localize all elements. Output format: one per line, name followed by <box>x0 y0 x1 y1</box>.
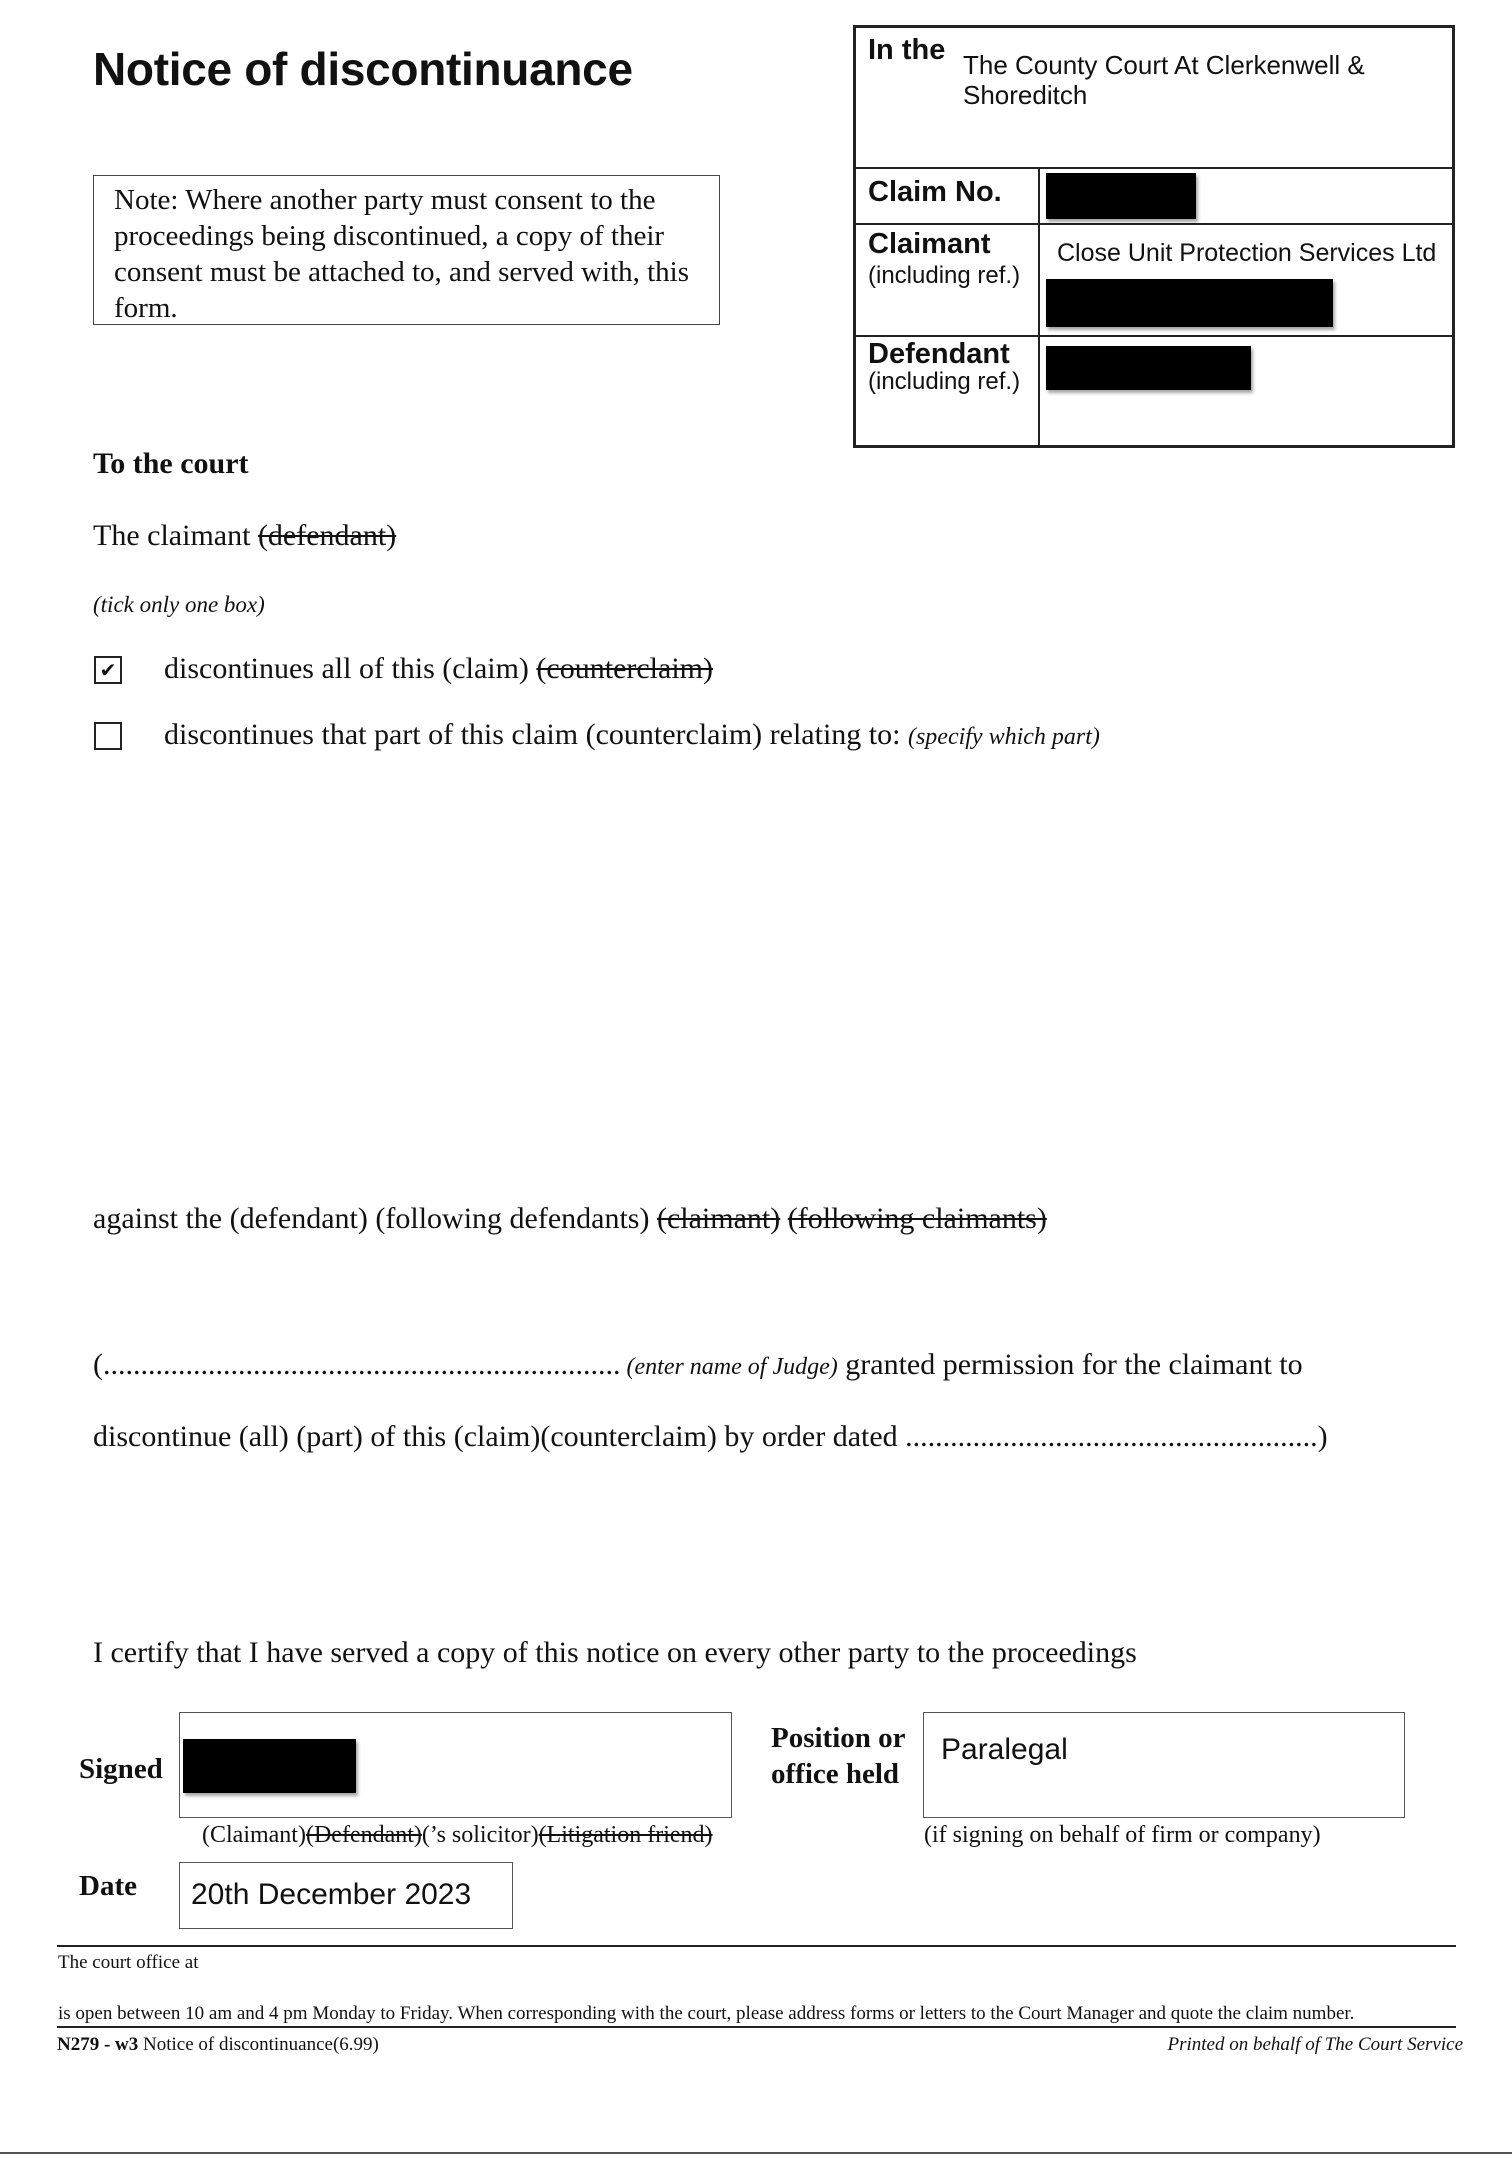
printed-by-text: Printed on behalf of The Court Service <box>1167 2034 1463 2055</box>
tick-instruction: (tick only one box) <box>93 592 265 617</box>
struck-role-litigation-friend: (Litigation friend) <box>538 1822 713 1848</box>
signed-label: Signed <box>79 1753 163 1785</box>
claim-no-label: Claim No. <box>868 176 1002 208</box>
defendant-ref-label: (including ref.) <box>868 368 1021 395</box>
firm-signing-note: (if signing on behalf of firm or company) <box>924 1822 1321 1848</box>
position-label-line2: office held <box>771 1758 900 1790</box>
judge-permission-line <box>93 1348 1303 1382</box>
form-code: N279 - w3 <box>57 2034 139 2055</box>
form-name: Notice of discontinuance(6.99) <box>138 2034 379 2055</box>
against-text: against the (defendant) (following defendants) <box>93 1202 657 1235</box>
struck-defendant: (defendant) <box>257 519 397 552</box>
defendant-label: Defendant <box>868 338 1010 370</box>
discontinue-part-option <box>164 718 1100 752</box>
against-statement <box>93 1202 1047 1236</box>
signer-role-options <box>202 1822 713 1849</box>
footer-rule <box>57 2026 1456 2028</box>
form-reference <box>57 2034 379 2056</box>
role-solicitor: (’s solicitor) <box>421 1822 539 1848</box>
header-divider <box>856 335 1455 337</box>
date-value: 20th December 2023 <box>191 1878 472 1911</box>
footer-rule <box>57 1945 1456 1947</box>
judge-name-hint: (enter name of Judge) <box>620 1354 838 1380</box>
consent-note: Note: Where another party must consent to the proceedings being discontinued, a copy of their consent must be attached to, and served with, this form. <box>93 175 720 325</box>
claimant-prefix: The claimant <box>93 519 258 552</box>
claimant-label: Claimant <box>868 228 991 260</box>
struck-counterclaim: (counterclaim) <box>536 652 713 685</box>
redacted-claimant-ref <box>1046 279 1333 327</box>
to-the-court-heading: To the court <box>93 447 249 480</box>
page-bottom-edge <box>0 2152 1512 2154</box>
court-name-line1: The County Court At Clerkenwell & <box>963 50 1365 80</box>
form-title: Notice of discontinuance <box>93 43 633 95</box>
judge-permission-text: granted permission for the claimant to <box>837 1348 1303 1381</box>
header-column-divider <box>1038 167 1040 445</box>
in-the-label: In the <box>868 34 946 66</box>
redacted-claim-number <box>1046 173 1196 219</box>
court-office-text: The court office at <box>58 1952 199 1973</box>
order-date-line: discontinue (all) (part) of this (claim)(counterclaim) by order dated .......................................................) <box>93 1420 1328 1453</box>
struck-role-defendant: (Defendant) <box>305 1822 422 1848</box>
court-name-line2: Shoreditch <box>963 80 1088 110</box>
role-claimant: (Claimant) <box>202 1822 306 1848</box>
judge-name-blank: (..................................................................... <box>93 1348 621 1381</box>
claimant-statement <box>93 519 396 553</box>
discontinue-part-checkbox[interactable] <box>94 722 122 750</box>
redacted-signature <box>183 1739 356 1793</box>
struck-claimant: (claimant) <box>656 1202 781 1235</box>
option-all-text: discontinues all of this (claim) <box>164 652 537 685</box>
date-label: Date <box>79 1870 137 1902</box>
claimant-name: Close Unit Protection Services Ltd <box>1057 239 1437 267</box>
redacted-defendant-ref <box>1046 346 1251 390</box>
option-part-text: discontinues that part of this claim (counterclaim) relating to: <box>164 718 908 751</box>
claimant-ref-label: (including ref.) <box>868 262 1021 289</box>
certification-statement: I certify that I have served a copy of this notice on every other party to the proceedings <box>93 1636 1137 1669</box>
header-divider <box>856 223 1455 225</box>
discontinue-all-checkbox[interactable]: ✔ <box>94 656 122 684</box>
office-hours-text: is open between 10 am and 4 pm Monday to Friday. When corresponding with the court, please address forms or letters to the Court Manager and quote the claim number. <box>58 2003 1355 2024</box>
position-value: Paralegal <box>941 1733 1068 1766</box>
option-part-hint: (specify which part) <box>907 724 1100 750</box>
discontinue-all-option <box>164 652 713 686</box>
position-label-line1: Position or <box>771 1722 906 1754</box>
header-divider <box>856 167 1455 169</box>
struck-following-claimants: (following claimants) <box>787 1202 1047 1235</box>
case-header-table <box>853 25 1455 448</box>
